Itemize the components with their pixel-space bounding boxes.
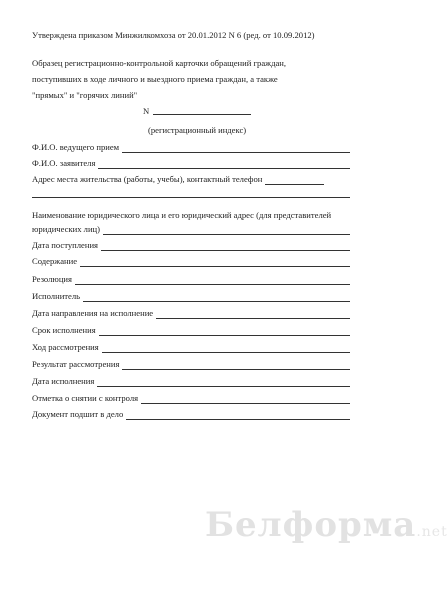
field-label: Срок исполнения [32,325,96,335]
fill-line[interactable] [156,310,350,319]
fill-line[interactable] [75,276,350,285]
fill-line[interactable] [101,242,350,251]
field-host-name [32,142,350,153]
field-label: Ход рассмотрения [32,342,99,352]
field-label: Ф.И.О. заявителя [32,158,96,168]
watermark-brand: Белформа [205,505,417,545]
field-label: Отметка о снятии с контроля [32,393,139,403]
number-label: N [143,106,150,116]
field-progress [32,342,350,353]
fill-line[interactable] [126,411,350,420]
field-address-phone [32,174,324,185]
field-legal-entity [32,224,350,235]
field-execution-date [32,376,350,387]
number-underline [153,114,251,115]
legal-entity-label-1: Наименование юридического лица и его юридический адрес (для представителей [32,210,332,220]
fill-line[interactable] [122,144,350,153]
fill-line[interactable] [102,344,350,353]
field-receipt-date [32,240,350,251]
fill-line[interactable] [99,327,350,336]
field-label: Резолюция [32,274,72,284]
title-line-3: "прямых" и "горячих линий" [32,90,138,100]
field-filed [32,409,350,420]
field-label: Адрес места жительства (работы, учебы), контактный телефон [32,174,263,184]
fill-line[interactable] [103,226,350,235]
field-label: Ф.И.О. ведущего прием [32,142,120,152]
field-label: Документ подшит в дело [32,409,124,419]
address-continuation-line[interactable] [32,197,350,198]
field-result [32,359,350,370]
field-executor [32,291,350,302]
field-control-mark [32,393,350,404]
field-label: Дата поступления [32,240,98,250]
field-content [32,256,350,267]
field-label: Исполнитель [32,291,81,301]
watermark-suffix: .net [416,524,448,540]
fill-line[interactable] [83,293,350,302]
field-applicant-name [32,158,350,169]
field-label: Дата направления на исполнение [32,308,154,318]
fill-line[interactable] [80,258,350,267]
field-label: Результат рассмотрения [32,359,120,369]
approval-line: Утверждена приказом Минжилкомхоза от 20.01.2012 N 6 (ред. от 10.09.2012) [32,30,315,40]
fill-line[interactable] [141,395,350,404]
fill-line[interactable] [97,378,350,387]
field-sent-date [32,308,350,319]
title-line-1: Образец регистрационно-контрольной карточки обращений граждан, [32,58,287,68]
watermark-logo [205,505,448,545]
fill-line[interactable] [265,176,324,185]
title-line-2: поступивших в ходе личного и выездного приема граждан, а также [32,74,278,84]
fill-line[interactable] [122,361,350,370]
fill-line[interactable] [98,160,350,169]
field-deadline [32,325,350,336]
reg-index-label: (регистрационный индекс) [148,125,247,135]
field-label: Дата исполнения [32,376,95,386]
field-resolution [32,274,350,285]
field-label: Содержание [32,256,78,266]
field-label: юридических лиц) [32,224,101,234]
